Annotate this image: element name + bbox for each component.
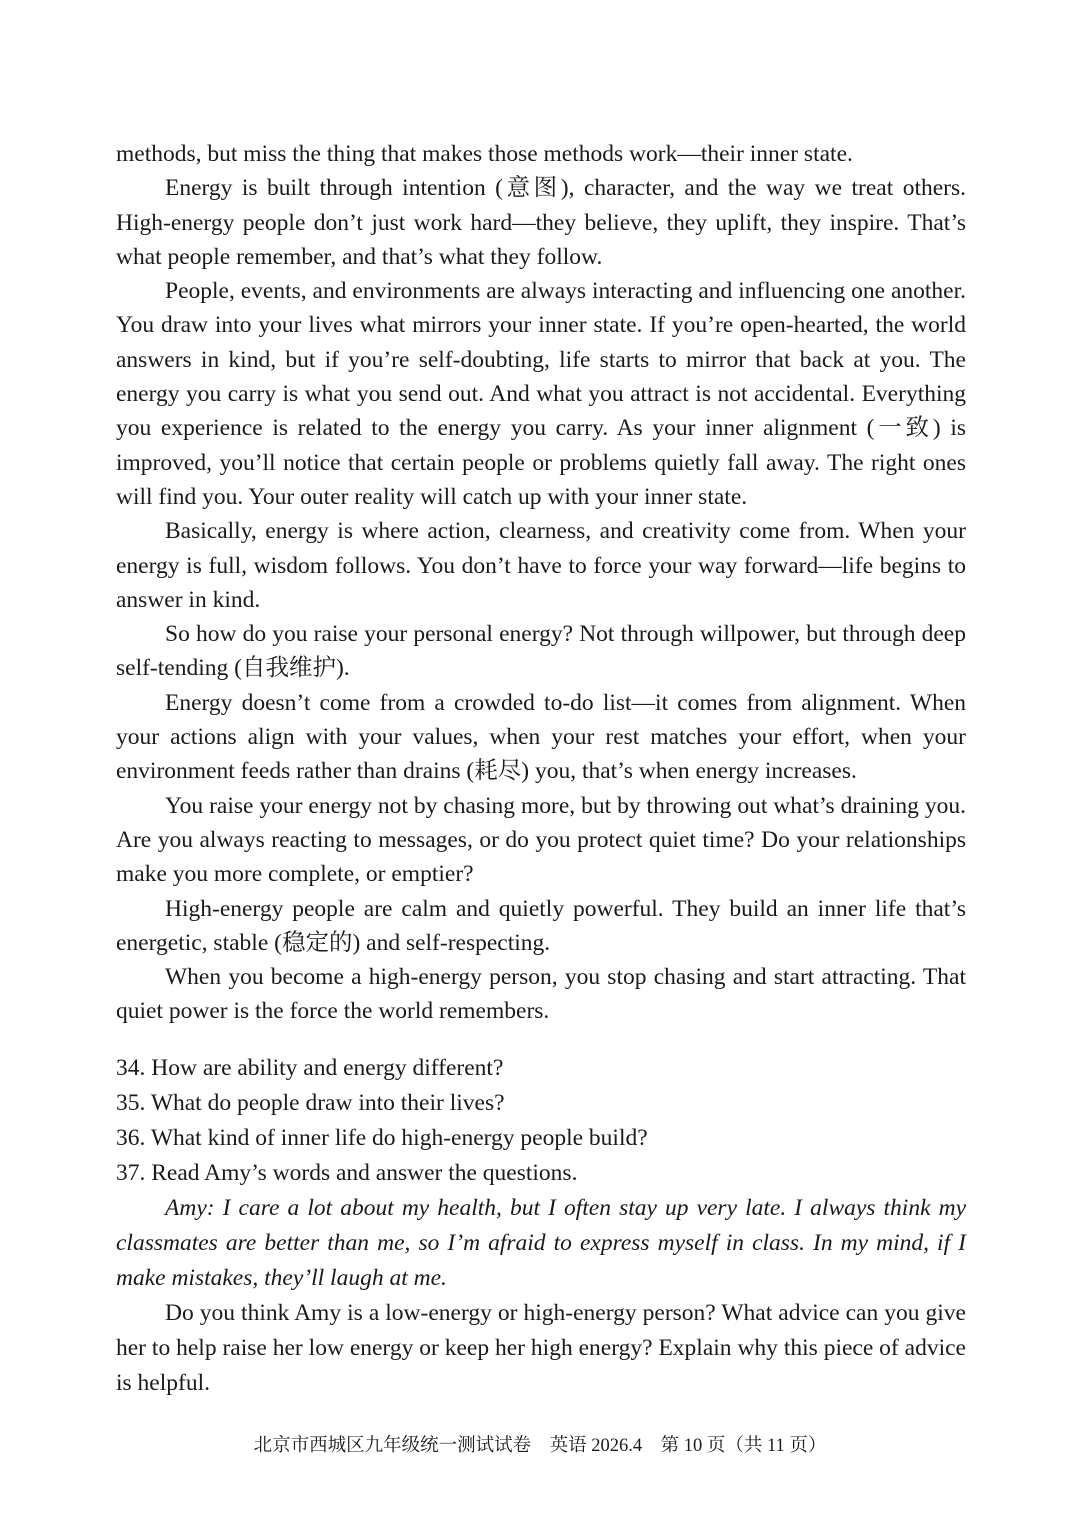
- passage-paragraph: High-energy people are calm and quietly powerful. They build an inner life that’s energetic, stable (稳定的) and self-respecting.: [116, 895, 966, 956]
- question-34: 34. How are ability and energy different?: [116, 1054, 504, 1081]
- passage-paragraph: So how do you raise your personal energy? Not through willpower, but through deep self-tending (自我维护).: [116, 621, 966, 682]
- passage-paragraph: You raise your energy not by chasing more, but by throwing out what’s draining you. Are you always reacting to messages, or do you protect quiet time? Do your relationships make you more complete, or emptier?: [116, 792, 966, 888]
- passage-paragraph: methods, but miss the thing that makes those methods work—their inner state.: [116, 141, 853, 167]
- page-footer: 北京市西城区九年级统一测试试卷 英语 2026.4 第 10 页（共 11 页）: [253, 1436, 827, 1456]
- passage-paragraph: Energy doesn’t come from a crowded to-do list—it comes from alignment. When your actions align with your values, when your rest matches your effort, when your environment feeds rather than drains (耗尽) you, that’s when energy increases.: [116, 689, 966, 785]
- question-37-task: Do you think Amy is a low-energy or high-energy person? What advice can you give her to help raise her low energy or keep her high energy? Explain why this piece of advice is helpful.: [116, 1299, 966, 1396]
- passage-paragraph: People, events, and environments are always interacting and influencing one another. You draw into your lives what mirrors your inner state. If you’re open-hearted, the world answers in kind, but if you’re self-doubting, life starts to mirror that back at you. The energy you carry is what you send out. And what you attract is not accidental. Everything you experience is related to the energy you carry. As your inner alignment (一致) is improved, you’ll notice that certain people or problems quietly fall away. The right ones will find you. Your outer reality will catch up with your inner state.: [116, 278, 966, 510]
- reading-passage: [116, 137, 966, 1029]
- question-list: [116, 1051, 966, 1401]
- passage-paragraph: When you become a high-energy person, you stop chasing and start attracting. That quiet power is the force the world remembers.: [116, 964, 966, 1025]
- passage-paragraph: Basically, energy is where action, clearness, and creativity come from. When your energy is full, wisdom follows. You don’t have to force your way forward—life begins to answer in kind.: [116, 518, 966, 613]
- passage-paragraph: Energy is built through intention (意图), character, and the way we treat others. High-energy people don’t just work hard—they believe, they uplift, they inspire. That’s what people remember, and that’s what they follow.: [116, 175, 966, 270]
- amy-quote: Amy: I care a lot about my health, but I often stay up very late. I always think my classmates are better than me, so I’m afraid to express myself in class. In my mind, if I make mistakes, they’ll laugh at me.: [116, 1194, 966, 1291]
- question-37: 37. Read Amy’s words and answer the questions.: [116, 1159, 578, 1186]
- exam-page: [116, 137, 966, 1401]
- question-36: 36. What kind of inner life do high-energy people build?: [116, 1124, 648, 1151]
- question-35: 35. What do people draw into their lives?: [116, 1089, 505, 1116]
